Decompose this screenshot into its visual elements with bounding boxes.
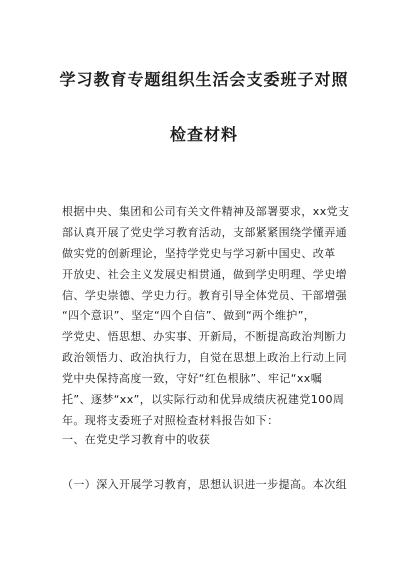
- document-title-line-2: 检查材料: [169, 125, 238, 144]
- intro-line: 根据中央、集团和公司有关文件精神及部署要求，xx党支: [62, 205, 350, 218]
- section-heading: 一、在党史学习教育中的收获: [62, 433, 211, 446]
- intro-line: 党中央保持高度一致，守好“红色根脉”、牢记“xx嘱: [62, 372, 323, 386]
- intro-line: 部认真开展了党史学习教育活动，支部紧紧围绕学懂弄通: [62, 225, 347, 239]
- section-paragraph: （一）深入开展学习教育，思想认识进一步提高。本次组: [62, 478, 347, 491]
- document-title-line-1: 学习教育专题组织生活会支委班子对照: [59, 70, 349, 89]
- intro-line: “四个意识”、坚定“四个自信”、做到“两个维护”，: [62, 309, 316, 323]
- intro-paragraph: [62, 202, 348, 432]
- intro-line: 学党史、悟思想、办实事、开新局，不断提高政治判断力: [62, 330, 347, 344]
- intro-line: 做实党的创新理论，坚持学党史与学习新中国史、改革: [62, 246, 336, 260]
- intro-line: 年。现将支委班子对照检查材料报告如下：: [62, 413, 279, 427]
- intro-line: 开放史、社会主义发展史相贯通，做到学史明理、学史增: [62, 267, 347, 281]
- intro-line: 政治领悟力、政治执行力，自觉在思想上政治上行动上同: [62, 351, 347, 365]
- intro-line: 信、学史崇德、学史力行。教育引导全体党员、干部增强: [62, 288, 347, 302]
- intro-line: 托”、逐梦“xx”，以实际行动和优异成绩庆祝建党100周: [62, 393, 345, 407]
